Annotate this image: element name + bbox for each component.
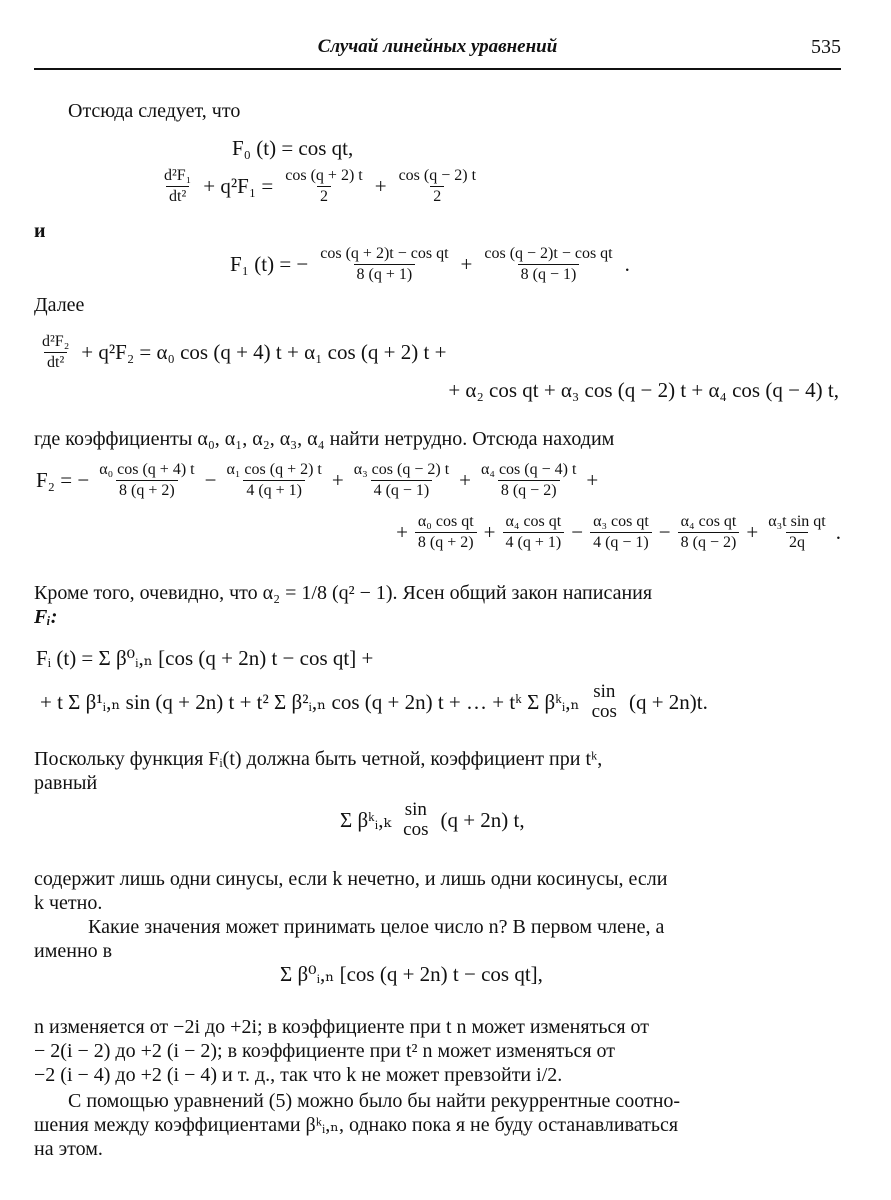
denominator: dt² — [166, 186, 189, 207]
fraction — [765, 512, 829, 553]
numerator: α₃ cos qt — [593, 513, 649, 530]
operator: − — [658, 520, 671, 544]
numerator: α₃t sin qt — [768, 513, 826, 530]
stack-bottom: cos — [403, 819, 429, 840]
denominator: dt² — [44, 352, 67, 373]
denominator: 4 (q − 1) — [371, 480, 433, 501]
math-text: + t Σ β¹ᵢ,ₙ sin (q + 2n) t + t² Σ β²ᵢ,ₙ cos (q + 2n) t + … + tᵏ Σ βᵏᵢ,ₙ — [40, 689, 580, 714]
paragraph-text: на этом. — [34, 1138, 103, 1160]
paragraph-text: Далее — [34, 294, 85, 316]
denominator: 2 — [430, 186, 444, 207]
stack-top: sin — [593, 681, 616, 702]
page-number: 535 — [811, 36, 841, 58]
paragraph-text: n изменяется от −2i до +2i; в коэффициенте при t n может изменяться от — [34, 1016, 649, 1038]
paragraph-text: именно в — [34, 940, 113, 962]
formula-f1 — [230, 244, 630, 285]
operator: + — [331, 468, 344, 492]
math-text: F₁ (t) = − — [230, 252, 309, 276]
paragraph-text: Отсюда следует, что — [68, 100, 241, 122]
numerator: α₃ cos (q − 2) t — [353, 461, 450, 478]
operator: . — [835, 520, 841, 544]
fraction — [282, 166, 365, 207]
operator: . — [624, 252, 630, 276]
fraction — [478, 460, 579, 501]
numerator: α₄ cos qt — [505, 513, 562, 530]
sin-cos-stack — [400, 800, 431, 840]
paragraph-text: − 2(i − 2) до +2 (i − 2); в коэффициенте при t² n может изменяться от — [34, 1040, 616, 1062]
math-text: F₂ = − — [36, 468, 90, 492]
operator: − — [204, 468, 217, 492]
fraction — [396, 166, 479, 207]
numerator: α₀ cos qt — [417, 513, 474, 530]
fraction — [481, 244, 615, 285]
fraction — [502, 512, 564, 553]
running-header — [34, 32, 841, 70]
denominator: 4 (q − 1) — [590, 532, 652, 553]
paragraph-text: где коэффициенты α₀, α₁, α₂, α₃, α₄ найти нетрудно. Отсюда находим — [34, 428, 615, 450]
numerator: cos (q + 2) t — [285, 167, 363, 184]
operator: + — [396, 520, 408, 544]
formula-sum0: Σ β⁰ᵢ,ₙ [cos (q + 2n) t − cos qt], — [280, 962, 543, 986]
numerator: α₄ cos (q − 4) t — [480, 461, 577, 478]
paragraph-text: содержит лишь одни синусы, если k нечетно, и лишь одни косинусы, если — [34, 868, 668, 890]
fraction-row — [412, 512, 841, 553]
formula-eq2-line1 — [36, 332, 446, 373]
operator: − — [571, 520, 584, 544]
denominator: 2q — [786, 532, 808, 553]
denominator: 8 (q + 2) — [415, 532, 477, 553]
numerator: cos (q − 2) t — [398, 167, 477, 184]
fraction — [39, 332, 72, 373]
fraction — [590, 512, 652, 553]
numerator: d²F₂ — [42, 333, 70, 350]
math-text: (q + 2n)t. — [628, 689, 708, 714]
fraction — [161, 166, 194, 207]
math-text: + q²F₁ = — [203, 174, 274, 198]
operator: + — [374, 174, 387, 198]
paragraph-text: Кроме того, очевидно, что α₂ = 1/8 (q² − 1). Ясен общий закон написания — [34, 582, 653, 604]
numerator: α₁ cos (q + 2) t — [226, 461, 322, 478]
paragraph-text: С помощью уравнений (5) можно было бы найти рекуррентные соотно- — [68, 1090, 681, 1112]
stack-top: sin — [404, 799, 427, 820]
formula-f0: F₀ (t) = cos qt, — [232, 136, 354, 160]
conjunction-text: и — [34, 220, 46, 242]
paragraph-text: равный — [34, 772, 98, 794]
paragraph-text: Fᵢ: — [34, 606, 58, 628]
formula-f2-line2 — [396, 512, 841, 553]
denominator: 8 (q + 1) — [354, 264, 416, 285]
fraction — [678, 512, 740, 553]
denominator: 8 (q − 2) — [678, 532, 740, 553]
denominator: 8 (q − 1) — [518, 264, 580, 285]
chapter-title: Случай линейных уравнений — [317, 36, 558, 57]
fraction-row — [93, 460, 598, 501]
formula-eq2-line2: + α₂ cos qt + α₃ cos (q − 2) t + α₄ cos (q − 4) t, — [448, 378, 839, 402]
operator: + — [586, 468, 599, 492]
operator: + — [746, 520, 759, 544]
math-text: + q²F₂ = α₀ cos (q + 4) t + α₁ cos (q + 2) t + — [81, 340, 447, 364]
formula-fi-line1: Fᵢ (t) = Σ β⁰ᵢ,ₙ [cos (q + 2n) t − cos qt] + — [36, 646, 374, 670]
operator: + — [483, 520, 496, 544]
paragraph-text: Какие значения может принимать целое число n? В первом члене, а — [88, 916, 665, 938]
paragraph-text: k четно. — [34, 892, 103, 914]
denominator: 2 — [317, 186, 331, 207]
stack-bottom: cos — [591, 701, 617, 722]
paragraph-text: −2 (i − 4) до +2 (i − 4) и т. д., так что k не может превзойти i/2. — [34, 1064, 563, 1086]
formula-eq1 — [158, 166, 482, 207]
denominator: 4 (q + 1) — [503, 532, 565, 553]
fraction — [96, 460, 197, 501]
numerator: cos (q − 2)t − cos qt — [484, 245, 613, 262]
numerator: α₄ cos qt — [680, 513, 737, 530]
fraction — [351, 460, 452, 501]
sin-cos-stack — [589, 682, 620, 722]
math-text: (q + 2n) t, — [440, 807, 525, 832]
fraction — [317, 244, 451, 285]
paragraph-text: шения между коэффициентами βᵏᵢ,ₙ, однако пока я не буду останавливаться — [34, 1114, 679, 1136]
denominator: 8 (q − 2) — [498, 480, 560, 501]
fraction — [415, 512, 477, 553]
formula-f2-line1 — [36, 460, 598, 501]
fraction — [223, 460, 324, 501]
numerator: d²F₁ — [164, 167, 192, 184]
formula-sum-k — [340, 800, 525, 840]
denominator: 4 (q + 1) — [243, 480, 305, 501]
paragraph-text: Поскольку функция Fᵢ(t) должна быть четной, коэффициент при tᵏ, — [34, 748, 603, 770]
math-text: Σ βᵏᵢ,ₖ — [340, 807, 392, 832]
numerator: α₀ cos (q + 4) t — [99, 461, 195, 478]
numerator: cos (q + 2)t − cos qt — [320, 245, 449, 262]
denominator: 8 (q + 2) — [116, 480, 178, 501]
operator: + — [459, 468, 471, 492]
formula-fi-line2 — [40, 682, 708, 722]
operator: + — [460, 252, 473, 276]
